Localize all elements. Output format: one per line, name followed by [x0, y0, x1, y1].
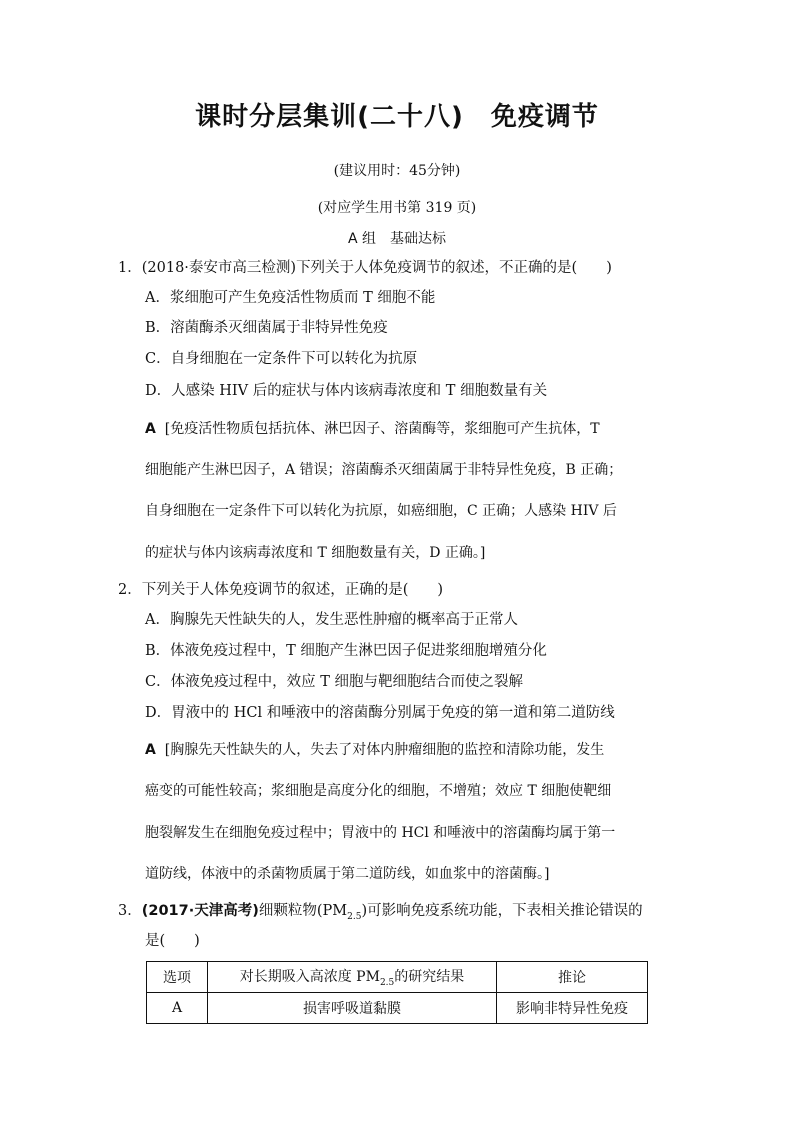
- question-text: 下列关于人体免疫调节的叙述，不正确的是( ): [296, 260, 612, 276]
- question-3-table: [146, 961, 648, 1024]
- question-number: 3．: [118, 903, 142, 919]
- question-2-explanation-line-2: 癌变的可能性较高；浆细胞是高度分化的细胞，不增殖；效应 T 细胞使靶细: [145, 783, 612, 799]
- answer-letter: A: [145, 421, 156, 437]
- question-3-stem-line-2: 是( ): [145, 933, 200, 949]
- question-1-answer-line-1: [145, 419, 600, 439]
- table-row: [147, 993, 648, 1024]
- question-1-stem: [118, 258, 612, 278]
- explanation-text: [胸腺先天性缺失的人，失去了对体内肿瘤细胞的监控和清除功能，发生: [164, 742, 605, 758]
- header-text: 的研究结果: [394, 969, 465, 986]
- subscript: 2.5: [379, 977, 395, 988]
- table-header-cell: [208, 962, 497, 993]
- question-1-option-b: B．溶菌酶杀灭细菌属于非特异性免疫: [145, 320, 388, 336]
- question-1-option-d: D．人感染 HIV 后的症状与体内该病毒浓度和 T 细胞数量有关: [145, 383, 548, 399]
- book-reference: (对应学生用书第 319 页): [317, 200, 477, 216]
- answer-letter: A: [145, 742, 156, 758]
- page-title: 课时分层集训(二十八) 免疫调节: [195, 102, 599, 132]
- table-cell: 影响非特异性免疫: [497, 993, 648, 1024]
- question-2-stem: [118, 580, 443, 600]
- table-header-cell: 选项: [147, 962, 208, 993]
- question-source: (2017·天津高考): [141, 903, 259, 919]
- time-hint: (建议用时：45分钟): [333, 163, 461, 179]
- question-text: 细颗粒物(PM: [258, 903, 348, 919]
- question-2-answer-line-1: [145, 740, 604, 760]
- question-source: (2018·泰安市高三检测): [141, 260, 297, 276]
- table-cell: A: [147, 993, 208, 1024]
- subscript: 2.5: [347, 911, 362, 922]
- table-cell: 损害呼吸道黏膜: [208, 993, 497, 1024]
- question-1-option-a: A．浆细胞可产生免疫活性物质而 T 细胞不能: [145, 290, 436, 306]
- question-1-explanation-line-4: 的症状与体内该病毒浓度和 T 细胞数量有关，D 正确。]: [145, 545, 486, 561]
- question-1-option-c: C．自身细胞在一定条件下可以转化为抗原: [145, 351, 418, 367]
- question-text: )可影响免疫系统功能，下表相关推论错误的: [361, 903, 643, 919]
- question-number: 1．: [118, 260, 142, 276]
- header-text: 对长期吸入高浓度 PM: [239, 969, 380, 986]
- question-1-explanation-line-3: 自身细胞在一定条件下可以转化为抗原，如癌细胞，C 正确；人感染 HIV 后: [145, 503, 617, 519]
- table-header-cell: 推论: [497, 962, 648, 993]
- question-3-stem: [118, 901, 643, 927]
- question-2-explanation-line-4: 道防线，体液中的杀菌物质属于第二道防线，如血浆中的溶菌酶。]: [145, 866, 550, 882]
- question-1-explanation-line-2: 细胞能产生淋巴因子，A 错误；溶菌酶杀灭细菌属于非特异性免疫，B 正确；: [145, 462, 623, 478]
- question-2-option-d: D．胃液中的 HCl 和唾液中的溶菌酶分别属于免疫的第一道和第二道防线: [145, 705, 615, 721]
- question-2-option-a: A．胸腺先天性缺失的人，发生恶性肿瘤的概率高于正常人: [145, 612, 518, 628]
- table-header-row: [147, 962, 648, 993]
- question-number: 2．: [118, 582, 142, 598]
- group-label: A 组 基础达标: [347, 231, 447, 247]
- question-2-option-b: B．体液免疫过程中，T 细胞产生淋巴因子促进浆细胞增殖分化: [145, 643, 547, 659]
- question-text: 下列关于人体免疫调节的叙述，正确的是( ): [141, 582, 444, 598]
- explanation-text: [免疫活性物质包括抗体、淋巴因子、溶菌酶等，浆细胞可产生抗体，T: [164, 421, 600, 437]
- question-2-explanation-line-3: 胞裂解发生在细胞免疫过程中；胃液中的 HCl 和唾液中的溶菌酶均属于第一: [145, 825, 616, 841]
- question-2-option-c: C．体液免疫过程中，效应 T 细胞与靶细胞结合而使之裂解: [145, 674, 523, 690]
